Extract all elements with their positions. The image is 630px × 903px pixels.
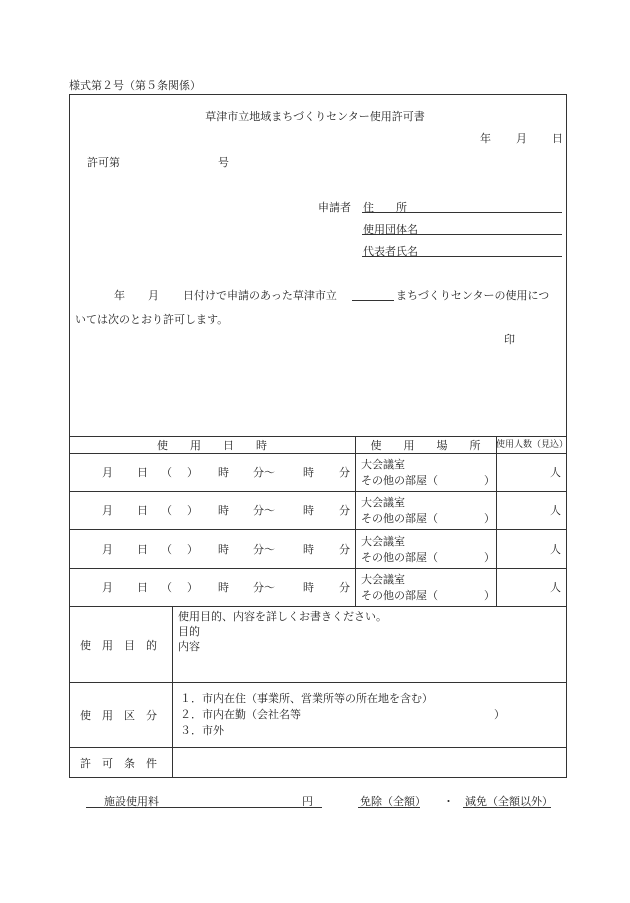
header-bottom-line [69,453,567,454]
row3-room2: その他の部屋（ [361,551,438,564]
date-day-label: 日 [552,132,563,145]
fee-exemption: 免除（全額） [360,795,426,808]
row2-hour2: 時 [303,504,314,517]
date-month-label: 月 [516,132,527,145]
row3-hour2: 時 [303,543,314,556]
row1-room1: 大会議室 [361,458,405,471]
category-bottom-line [69,747,567,748]
row4-room2-close: ） [484,589,495,602]
fee-label: 施設使用料 [104,795,159,808]
row2-people: 人 [550,504,561,517]
row1-hour1: 時 [218,466,229,479]
body-line2: いては次のとおり許可します。 [75,313,229,326]
row4-people: 人 [550,581,561,594]
row1-room2-close: ） [484,474,495,487]
row2-room2-close: ） [484,512,495,525]
purpose-instruction: 使用目的、内容を詳しくお書きください。 [178,610,387,623]
form-number: 様式第２号（第５条関係） [69,79,201,92]
row1-min2: 分 [339,466,350,479]
row3-min1: 分～ [253,543,275,556]
header-count: 使用人数（見込） [496,440,569,450]
row4-hour1: 時 [218,581,229,594]
category-option-3: ３．市外 [180,724,224,737]
row3-people: 人 [550,543,561,556]
row2-room2: その他の部屋（ [361,512,438,525]
row4-day: 日 [137,581,148,594]
permit-number-suffix: 号 [218,156,229,169]
row2-hour1: 時 [218,504,229,517]
seal-mark: 印 [504,333,515,346]
row4-month: 月 [102,581,113,594]
address-underline [362,212,562,213]
header-place: 使 用 場 所 [370,439,481,452]
row3-month: 月 [102,543,113,556]
row4-paren-open: （ [161,581,172,594]
document-title: 草津市立地域まちづくりセンター使用許可書 [205,110,425,123]
applicant-address-label: 住 所 [363,201,407,214]
permit-number-prefix: 許可第 [87,156,120,169]
fee-unit: 円 [302,795,313,808]
row1-month: 月 [102,466,113,479]
row2-paren-close: ） [187,504,198,517]
body-line1-mid: 日付けで申請のあった草津市立 [183,289,337,302]
row2-month: 月 [102,504,113,517]
category-option-1: １．市内在住（事業所、営業所等の所在地を含む） [180,692,433,705]
category-option-2-close: ） [494,708,505,721]
row4-min1: 分～ [253,581,275,594]
row-line-1 [69,491,567,492]
exemption-underline [358,807,420,808]
row-line-2 [69,529,567,530]
row2-min1: 分～ [253,504,275,517]
body-year: 年 [114,289,125,302]
applicant-org-label: 使用団体名 [363,223,418,236]
row3-paren-close: ） [187,543,198,556]
row-line-3 [69,568,567,569]
row3-paren-open: （ [161,543,172,556]
row3-min2: 分 [339,543,350,556]
applicant-label: 申請者 [318,201,351,214]
reduction-underline [463,807,551,808]
fee-separator: ・ [443,795,454,808]
row1-paren-open: （ [161,466,172,479]
row2-min2: 分 [339,504,350,517]
fee-reduction: 減免（全額以外） [465,795,553,808]
row2-room1: 大会議室 [361,496,405,509]
rep-underline [362,256,562,257]
body-line1-end: まちづくりセンターの使用につ [396,289,550,302]
row-line-4 [69,606,567,607]
row4-room1: 大会議室 [361,573,405,586]
conditions-label: 許 可 条 件 [80,757,157,770]
center-name-blank [352,300,394,301]
row1-people: 人 [550,466,561,479]
org-underline [362,234,562,235]
purpose-item-goal: 目的 [178,625,200,638]
row4-paren-close: ） [187,581,198,594]
purpose-bottom-line [69,682,567,683]
category-label: 使 用 区 分 [80,709,157,722]
row1-room2: その他の部屋（ [361,474,438,487]
col-divider-label [172,606,173,778]
row4-min2: 分 [339,581,350,594]
row1-day: 日 [137,466,148,479]
row1-hour2: 時 [303,466,314,479]
row3-hour1: 時 [218,543,229,556]
purpose-label: 使 用 目 的 [80,639,157,652]
row3-room1: 大会議室 [361,535,405,548]
fee-underline [86,807,322,808]
purpose-item-content: 内容 [178,640,200,653]
date-year-label: 年 [480,132,491,145]
table-top-line [69,436,567,437]
row3-room2-close: ） [484,551,495,564]
header-datetime: 使 用 日 時 [157,439,267,452]
col-divider-place [355,436,356,606]
row3-day: 日 [137,543,148,556]
row2-paren-open: （ [161,504,172,517]
applicant-rep-label: 代表者氏名 [363,245,418,258]
row2-day: 日 [137,504,148,517]
body-month: 月 [148,289,159,302]
row1-min1: 分～ [253,466,275,479]
row1-paren-close: ） [187,466,198,479]
category-option-2: ２．市内在勤（会社名等 [180,708,301,721]
row4-room2: その他の部屋（ [361,589,438,602]
row4-hour2: 時 [303,581,314,594]
col-divider-count [496,436,497,606]
